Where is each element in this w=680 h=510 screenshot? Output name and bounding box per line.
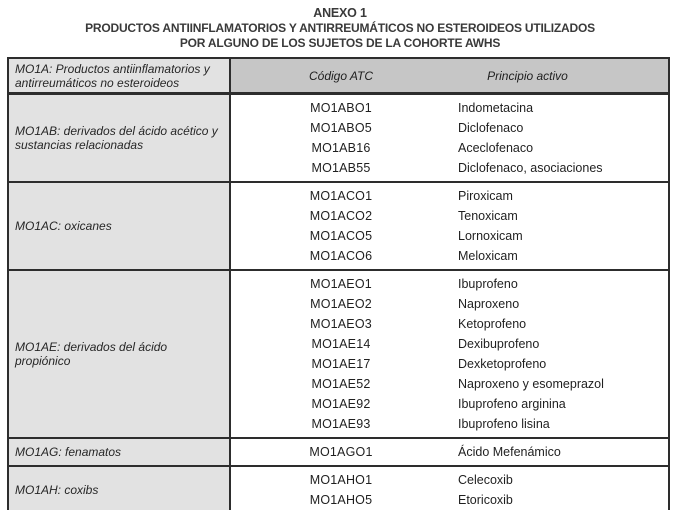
table-group-row [9, 467, 668, 510]
atc-code-cell: MO1AEO1 [310, 277, 372, 291]
atc-code-cell: MO1ACO1 [309, 189, 373, 203]
table-row [231, 414, 668, 434]
table-row [231, 394, 668, 414]
active-principle-cell: Ibuprofeno lisina [458, 417, 550, 431]
table-row [231, 354, 668, 374]
atc-code-cell: MO1AB16 [311, 141, 371, 155]
atc-code-cell: MO1ABO5 [310, 121, 372, 135]
table-group-row [9, 95, 668, 183]
group-code-rows [231, 271, 668, 437]
atc-code-cell: MO1AHO5 [309, 493, 373, 507]
active-principle-cell: Piroxicam [458, 189, 513, 203]
group-category-cell: MO1AB: derivados del ácido acético y sustancias relacionadas [9, 95, 231, 181]
header-category-cell: MO1A: Productos antiinflamatorios y antirreumáticos no esteroideos [9, 59, 231, 92]
atc-code-cell: MO1AB55 [311, 161, 371, 175]
active-principle-cell: Meloxicam [458, 249, 518, 263]
table-group-row [9, 183, 668, 271]
atc-code-cell: MO1ACO6 [309, 249, 373, 263]
table-row [231, 274, 668, 294]
atc-code-cell: MO1AEO2 [310, 297, 372, 311]
document-title [0, 0, 680, 51]
active-principle-cell: Lornoxicam [458, 229, 523, 243]
active-principle-cell: Ibuprofeno [458, 277, 518, 291]
atc-code-cell: MO1ACO2 [309, 209, 373, 223]
table-groups [9, 95, 668, 510]
table-row [231, 158, 668, 178]
active-principle-cell: Naproxeno y esomeprazol [458, 377, 604, 391]
group-category-cell: MO1AG: fenamatos [9, 439, 231, 465]
table-row [231, 206, 668, 226]
header-code-label: Código ATC [308, 68, 374, 83]
atc-code-cell: MO1AHO1 [309, 473, 373, 487]
header-right-cell [231, 59, 668, 92]
active-principle-cell: Diclofenaco [458, 121, 524, 135]
table-row [231, 246, 668, 266]
group-category-cell: MO1AC: oxicanes [9, 183, 231, 269]
active-principle-cell: Diclofenaco, asociaciones [458, 161, 603, 175]
table-row [231, 118, 668, 138]
group-category-cell: MO1AH: coxibs [9, 467, 231, 510]
active-principle-cell: Naproxeno [458, 297, 520, 311]
table-row [231, 442, 668, 462]
active-principle-cell: Ácido Mefenámico [458, 445, 561, 459]
table-header-row [9, 59, 668, 95]
active-principle-cell: Tenoxicam [458, 209, 518, 223]
table-row [231, 374, 668, 394]
table-row [231, 334, 668, 354]
active-principle-cell: Ketoprofeno [458, 317, 527, 331]
active-principle-cell: Ibuprofeno arginina [458, 397, 566, 411]
atc-products-table [7, 57, 670, 510]
table-row [231, 314, 668, 334]
table-row [231, 490, 668, 510]
group-code-rows [231, 183, 668, 269]
group-category-cell: MO1AE: derivados del ácido propiónico [9, 271, 231, 437]
table-row [231, 470, 668, 490]
title-main: PRODUCTOS ANTIINFLAMATORIOS Y ANTIRREUMÁTICOS NO ESTEROIDEOS UTILIZADOS [85, 21, 595, 35]
header-active-label: Principio activo [487, 68, 568, 83]
table-group-row [9, 271, 668, 439]
active-principle-cell: Aceclofenaco [458, 141, 534, 155]
atc-code-cell: MO1ABO1 [310, 101, 372, 115]
group-code-rows [231, 95, 668, 181]
table-row [231, 294, 668, 314]
group-code-rows [231, 467, 668, 510]
table-row [231, 138, 668, 158]
atc-code-cell: MO1AE14 [311, 337, 371, 351]
title-sub: POR ALGUNO DE LOS SUJETOS DE LA COHORTE AWHS [179, 36, 501, 50]
atc-code-cell: MO1AEO3 [310, 317, 372, 331]
atc-code-cell: MO1AE17 [311, 357, 371, 371]
atc-code-cell: MO1ACO5 [309, 229, 373, 243]
active-principle-cell: Dexketoprofeno [458, 357, 547, 371]
title-annex: ANEXO 1 [313, 6, 367, 20]
table-row [231, 186, 668, 206]
atc-code-cell: MO1AE92 [311, 397, 371, 411]
atc-code-cell: MO1AE52 [311, 377, 371, 391]
group-code-rows [231, 439, 668, 465]
active-principle-cell: Etoricoxib [458, 493, 513, 507]
table-group-row [9, 439, 668, 467]
active-principle-cell: Indometacina [458, 101, 534, 115]
atc-code-cell: MO1AGO1 [309, 445, 373, 459]
table-row [231, 226, 668, 246]
active-principle-cell: Dexibuprofeno [458, 337, 540, 351]
active-principle-cell: Celecoxib [458, 473, 513, 487]
table-row [231, 98, 668, 118]
atc-code-cell: MO1AE93 [311, 417, 371, 431]
